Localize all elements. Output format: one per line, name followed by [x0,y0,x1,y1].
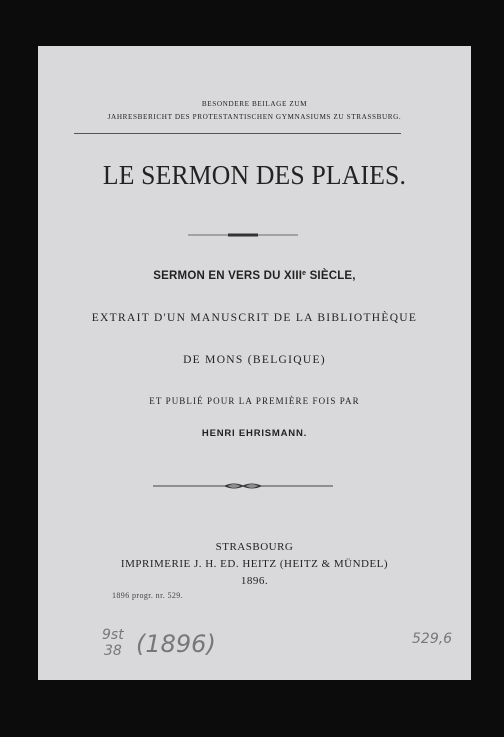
title-page [38,46,471,680]
place-line: DE MONS (BELGIQUE) [183,354,326,366]
ornament-divider-top [188,232,298,238]
handwritten-number: 529,6 [412,631,453,647]
imprint-city: STRASBOURG [215,541,294,553]
imprint-printer: IMPRIMERIE J. H. ED. HEITZ (HEITZ & MÜNDEL) [120,558,389,570]
subtitle [38,270,471,282]
imprint-year: 1896. [240,575,269,587]
header-line-2: JAHRESBERICHT DES PROTESTANTISCHEN GYMNASIUMS ZU STRASSBURG. [107,113,402,121]
header-line-1: BESONDERE BEILAGE ZUM [201,100,308,108]
subtitle-end: SIÈCLE, [306,270,356,283]
pencil-note: 1896 progr. nr. 529. [112,591,184,600]
extract-line: EXTRAIT D'UN MANUSCRIT DE LA BIBLIOTHÈQUE [91,312,418,324]
ornament-divider-bottom [153,482,333,490]
subtitle-main: SERMON EN VERS DU XIII [153,270,303,283]
subtitle-superscript: e [302,270,307,277]
shelfmark-bottom: 38 [104,643,122,659]
page-title: LE SERMON DES PLAIES. [102,160,407,190]
author-name: HENRI EHRISMANN. [201,428,308,439]
handwritten-year: (1896) [136,630,216,658]
header-rule [74,133,401,134]
published-line: ET PUBLIÉ POUR LA PREMIÈRE FOIS PAR [149,396,360,406]
shelfmark-top: 9st [102,627,124,643]
